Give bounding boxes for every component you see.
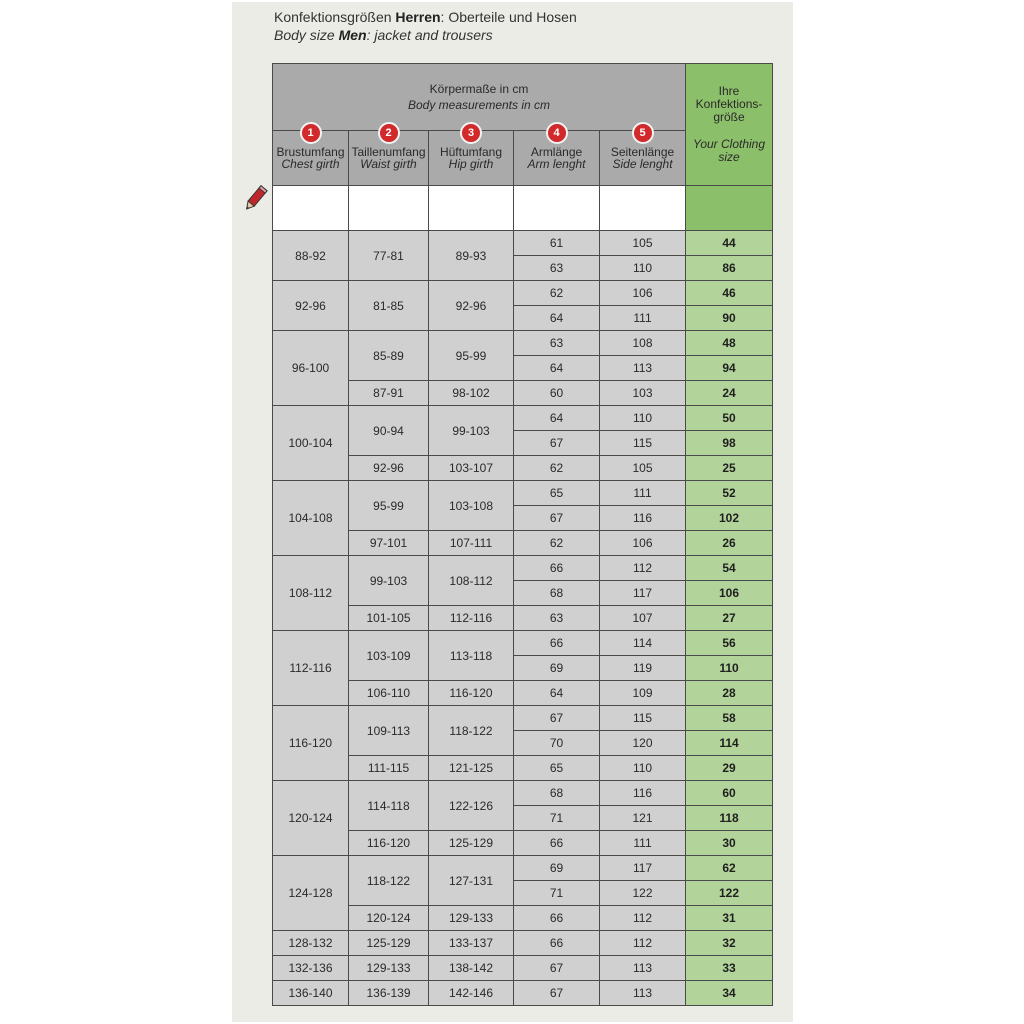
side-length-cell: 115 <box>600 706 686 731</box>
hip-girth-cell: 92-96 <box>429 281 514 331</box>
side-length-cell: 111 <box>600 481 686 506</box>
column-header-chest <box>273 127 349 186</box>
title-de-bold: Herren <box>395 9 441 25</box>
chest-girth-cell: 92-96 <box>273 281 349 331</box>
table-row <box>273 331 773 356</box>
result-header-en: Your Clothing size <box>692 137 766 164</box>
column-header-side <box>600 127 686 186</box>
arm-length-cell: 66 <box>514 931 600 956</box>
hip-girth-cell: 89-93 <box>429 231 514 281</box>
column-label-de: Armlänge <box>530 145 583 159</box>
waist-girth-cell: 109-113 <box>349 706 429 756</box>
side-length-cell: 112 <box>600 556 686 581</box>
column-label-en: Side lenght <box>612 157 673 171</box>
arm-length-cell: 66 <box>514 831 600 856</box>
clothing-size-cell: 114 <box>686 731 773 756</box>
side-length-cell: 106 <box>600 531 686 556</box>
hip-girth-cell: 99-103 <box>429 406 514 456</box>
arm-length-cell: 66 <box>514 556 600 581</box>
side-length-cell: 111 <box>600 306 686 331</box>
chest-girth-cell: 112-116 <box>273 631 349 706</box>
column-number-badge: 5 <box>632 122 654 144</box>
waist-girth-cell: 81-85 <box>349 281 429 331</box>
chest-girth-cell: 124-128 <box>273 856 349 931</box>
arm-length-cell: 62 <box>514 281 600 306</box>
hip-girth-cell: 103-108 <box>429 481 514 531</box>
waist-girth-cell: 129-133 <box>349 956 429 981</box>
waist-girth-cell: 77-81 <box>349 231 429 281</box>
page-heading <box>274 8 774 44</box>
clothing-size-cell: 26 <box>686 531 773 556</box>
clothing-size-cell: 54 <box>686 556 773 581</box>
clothing-size-cell: 56 <box>686 631 773 656</box>
waist-girth-cell: 85-89 <box>349 331 429 381</box>
pencil-icon <box>240 184 270 214</box>
table-row <box>273 931 773 956</box>
clothing-size-cell: 52 <box>686 481 773 506</box>
clothing-size-cell: 60 <box>686 781 773 806</box>
chest-girth-cell: 96-100 <box>273 331 349 406</box>
chest-girth-cell: 108-112 <box>273 556 349 631</box>
input-cell-hip[interactable] <box>429 186 514 231</box>
header-main-en: Body measurements in cm <box>407 98 551 112</box>
side-length-cell: 110 <box>600 256 686 281</box>
hip-girth-cell: 113-118 <box>429 631 514 681</box>
clothing-size-cell: 98 <box>686 431 773 456</box>
title-english <box>274 26 774 44</box>
arm-length-cell: 62 <box>514 531 600 556</box>
clothing-size-cell: 44 <box>686 231 773 256</box>
hip-girth-cell: 121-125 <box>429 756 514 781</box>
arm-length-cell: 63 <box>514 606 600 631</box>
size-table-container <box>272 63 772 1009</box>
arm-length-cell: 67 <box>514 981 600 1006</box>
arm-length-cell: 69 <box>514 656 600 681</box>
arm-length-cell: 67 <box>514 431 600 456</box>
waist-girth-cell: 125-129 <box>349 931 429 956</box>
waist-girth-cell: 114-118 <box>349 781 429 831</box>
table-row <box>273 956 773 981</box>
title-en-suffix: : jacket and trousers <box>366 27 493 43</box>
table-row <box>273 631 773 656</box>
hip-girth-cell: 122-126 <box>429 781 514 831</box>
hip-girth-cell: 129-133 <box>429 906 514 931</box>
waist-girth-cell: 103-109 <box>349 631 429 681</box>
column-number-badge: 2 <box>378 122 400 144</box>
clothing-size-cell: 31 <box>686 906 773 931</box>
side-length-cell: 105 <box>600 231 686 256</box>
chest-girth-cell: 132-136 <box>273 956 349 981</box>
hip-girth-cell: 98-102 <box>429 381 514 406</box>
arm-length-cell: 68 <box>514 781 600 806</box>
clothing-size-cell: 46 <box>686 281 773 306</box>
clothing-size-cell: 58 <box>686 706 773 731</box>
title-german <box>274 8 774 26</box>
side-length-cell: 121 <box>600 806 686 831</box>
clothing-size-cell: 90 <box>686 306 773 331</box>
table-row <box>273 856 773 881</box>
title-en-bold: Men <box>338 27 367 43</box>
hip-girth-cell: 103-107 <box>429 456 514 481</box>
arm-length-cell: 64 <box>514 681 600 706</box>
side-length-cell: 116 <box>600 781 686 806</box>
clothing-size-cell: 30 <box>686 831 773 856</box>
clothing-size-cell: 24 <box>686 381 773 406</box>
input-cell-arm[interactable] <box>514 186 600 231</box>
column-label-de: Seitenlänge <box>610 145 675 159</box>
waist-girth-cell: 118-122 <box>349 856 429 906</box>
chest-girth-cell: 88-92 <box>273 231 349 281</box>
waist-girth-cell: 97-101 <box>349 531 429 556</box>
side-length-cell: 122 <box>600 881 686 906</box>
body-measurements-header <box>273 64 686 131</box>
clothing-size-cell: 62 <box>686 856 773 881</box>
chest-girth-cell: 128-132 <box>273 931 349 956</box>
clothing-size-cell: 50 <box>686 406 773 431</box>
arm-length-cell: 70 <box>514 731 600 756</box>
clothing-size-header <box>686 64 773 186</box>
clothing-size-cell: 34 <box>686 981 773 1006</box>
hip-girth-cell: 138-142 <box>429 956 514 981</box>
table-row <box>273 706 773 731</box>
clothing-size-cell: 48 <box>686 331 773 356</box>
column-label-en: Hip girth <box>448 157 494 171</box>
side-length-cell: 105 <box>600 456 686 481</box>
column-label-en: Chest girth <box>281 157 340 171</box>
arm-length-cell: 71 <box>514 881 600 906</box>
hip-girth-cell: 107-111 <box>429 531 514 556</box>
waist-girth-cell: 92-96 <box>349 456 429 481</box>
side-length-cell: 103 <box>600 381 686 406</box>
table-row <box>273 781 773 806</box>
side-length-cell: 107 <box>600 606 686 631</box>
waist-girth-cell: 136-139 <box>349 981 429 1006</box>
clothing-size-cell: 86 <box>686 256 773 281</box>
hip-girth-cell: 125-129 <box>429 831 514 856</box>
size-table <box>272 63 773 1006</box>
side-length-cell: 106 <box>600 281 686 306</box>
chest-girth-cell: 120-124 <box>273 781 349 856</box>
hip-girth-cell: 133-137 <box>429 931 514 956</box>
input-cell-chest[interactable] <box>273 186 349 231</box>
table-row <box>273 556 773 581</box>
side-length-cell: 117 <box>600 581 686 606</box>
arm-length-cell: 67 <box>514 706 600 731</box>
hip-girth-cell: 95-99 <box>429 331 514 381</box>
waist-girth-cell: 120-124 <box>349 906 429 931</box>
table-row <box>273 481 773 506</box>
column-header-hip <box>429 127 514 186</box>
waist-girth-cell: 116-120 <box>349 831 429 856</box>
waist-girth-cell: 106-110 <box>349 681 429 706</box>
column-label-en: Waist girth <box>360 157 417 171</box>
clothing-size-cell: 118 <box>686 806 773 831</box>
arm-length-cell: 65 <box>514 481 600 506</box>
title-en-prefix: Body size <box>274 27 339 43</box>
input-cell-waist[interactable] <box>349 186 429 231</box>
column-number-badge: 3 <box>460 122 482 144</box>
waist-girth-cell: 111-115 <box>349 756 429 781</box>
side-length-cell: 115 <box>600 431 686 456</box>
arm-length-cell: 63 <box>514 331 600 356</box>
arm-length-cell: 64 <box>514 406 600 431</box>
arm-length-cell: 65 <box>514 756 600 781</box>
side-length-cell: 113 <box>600 956 686 981</box>
arm-length-cell: 68 <box>514 581 600 606</box>
waist-girth-cell: 101-105 <box>349 606 429 631</box>
hip-girth-cell: 116-120 <box>429 681 514 706</box>
clothing-size-cell: 33 <box>686 956 773 981</box>
side-length-cell: 114 <box>600 631 686 656</box>
side-length-cell: 109 <box>600 681 686 706</box>
hip-girth-cell: 118-122 <box>429 706 514 756</box>
side-length-cell: 119 <box>600 656 686 681</box>
hip-girth-cell: 142-146 <box>429 981 514 1006</box>
column-header-arm <box>514 127 600 186</box>
arm-length-cell: 67 <box>514 506 600 531</box>
table-row <box>273 406 773 431</box>
clothing-size-cell: 110 <box>686 656 773 681</box>
side-length-cell: 113 <box>600 356 686 381</box>
column-label-en: Arm lenght <box>527 157 586 171</box>
side-length-cell: 113 <box>600 981 686 1006</box>
input-cell-side[interactable] <box>600 186 686 231</box>
chest-girth-cell: 100-104 <box>273 406 349 481</box>
arm-length-cell: 66 <box>514 631 600 656</box>
arm-length-cell: 66 <box>514 906 600 931</box>
hip-girth-cell: 112-116 <box>429 606 514 631</box>
arm-length-cell: 61 <box>514 231 600 256</box>
arm-length-cell: 64 <box>514 356 600 381</box>
chest-girth-cell: 104-108 <box>273 481 349 556</box>
result-header-de: Ihre Konfektions-größe <box>695 84 763 124</box>
clothing-size-cell: 27 <box>686 606 773 631</box>
waist-girth-cell: 99-103 <box>349 556 429 606</box>
title-de-suffix: : Oberteile und Hosen <box>440 9 577 25</box>
side-length-cell: 112 <box>600 931 686 956</box>
chest-girth-cell: 136-140 <box>273 981 349 1006</box>
column-header-waist <box>349 127 429 186</box>
input-cell-size <box>686 186 773 231</box>
chest-girth-cell: 116-120 <box>273 706 349 781</box>
side-length-cell: 112 <box>600 906 686 931</box>
arm-length-cell: 62 <box>514 456 600 481</box>
side-length-cell: 120 <box>600 731 686 756</box>
column-label-de: Hüftumfang <box>439 145 503 159</box>
arm-length-cell: 71 <box>514 806 600 831</box>
column-label-de: Brustumfang <box>276 145 345 159</box>
clothing-size-cell: 106 <box>686 581 773 606</box>
hip-girth-cell: 127-131 <box>429 856 514 906</box>
arm-length-cell: 60 <box>514 381 600 406</box>
side-length-cell: 110 <box>600 406 686 431</box>
hip-girth-cell: 108-112 <box>429 556 514 606</box>
waist-girth-cell: 87-91 <box>349 381 429 406</box>
side-length-cell: 117 <box>600 856 686 881</box>
arm-length-cell: 64 <box>514 306 600 331</box>
clothing-size-cell: 25 <box>686 456 773 481</box>
arm-length-cell: 69 <box>514 856 600 881</box>
title-de-prefix: Konfektionsgrößen <box>274 9 396 25</box>
table-row <box>273 981 773 1006</box>
input-row <box>273 186 773 231</box>
table-row <box>273 281 773 306</box>
table-row <box>273 231 773 256</box>
side-length-cell: 110 <box>600 756 686 781</box>
waist-girth-cell: 90-94 <box>349 406 429 456</box>
clothing-size-cell: 102 <box>686 506 773 531</box>
clothing-size-cell: 32 <box>686 931 773 956</box>
side-length-cell: 108 <box>600 331 686 356</box>
arm-length-cell: 63 <box>514 256 600 281</box>
side-length-cell: 111 <box>600 831 686 856</box>
clothing-size-cell: 94 <box>686 356 773 381</box>
header-main-de: Körpermaße in cm <box>429 82 529 96</box>
clothing-size-cell: 28 <box>686 681 773 706</box>
column-number-badge: 4 <box>546 122 568 144</box>
column-label-de: Taillenumfang <box>351 145 426 159</box>
waist-girth-cell: 95-99 <box>349 481 429 531</box>
column-number-badge: 1 <box>300 122 322 144</box>
clothing-size-cell: 29 <box>686 756 773 781</box>
clothing-size-cell: 122 <box>686 881 773 906</box>
side-length-cell: 116 <box>600 506 686 531</box>
arm-length-cell: 67 <box>514 956 600 981</box>
